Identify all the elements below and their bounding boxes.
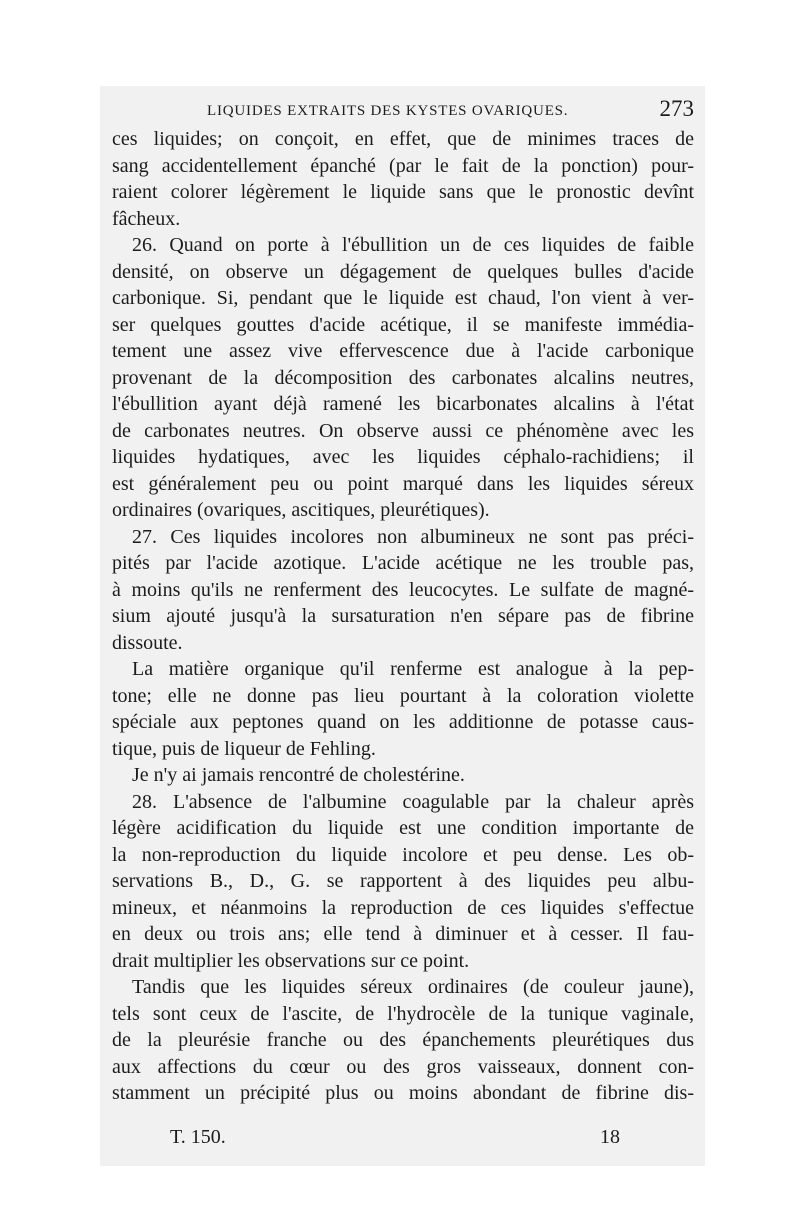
text-line: La matière organique qu'il renferme est analogue à la pep-: [132, 658, 694, 680]
page-footer: [112, 1126, 694, 1156]
page-number: 273: [659, 96, 694, 121]
text-line: Tandis que les liquides séreux ordinaires (de couleur jaune),: [132, 976, 694, 998]
text-line: mineux, et néanmoins la reproduction de ces liquides s'effectue: [112, 896, 694, 919]
text-line: de la pleurésie franche ou des épanchements pleurétiques dus: [112, 1029, 694, 1051]
text-line: est généralement peu ou point marqué dans les liquides séreux: [112, 472, 694, 495]
text-line: provenant de la décomposition des carbonates alcalins neutres,: [112, 366, 694, 389]
text-line: servations B., D., G. se rapportent à des liquides peu albu-: [112, 870, 694, 892]
body-text: [112, 126, 694, 1107]
text-line: la non-reproduction du liquide incolore et peu dense. Les ob-: [112, 843, 694, 866]
text-line: sang accidentellement épanché (par le fait de la ponction) pour-: [112, 154, 694, 177]
text-line: fâcheux.: [112, 207, 181, 230]
text-line: carbonique. Si, pendant que le liquide est chaud, l'on vient à ver-: [112, 287, 694, 309]
text-line: à moins qu'ils ne renferment des leucocytes. Le sulfate de magné-: [112, 578, 694, 601]
signature-mark: T. 150.: [170, 1126, 226, 1148]
text-line: de carbonates neutres. On observe aussi ce phénomène avec les: [112, 419, 694, 442]
text-line: 28. L'absence de l'albumine coagulable par la chaleur après: [132, 790, 694, 813]
running-title: LIQUIDES EXTRAITS DES KYSTES OVARIQUES.: [207, 103, 569, 119]
text-line: tement une assez vive effervescence due à l'acide carbonique: [112, 340, 694, 362]
text-line: ordinaires (ovariques, ascitiques, pleurétiques).: [112, 499, 490, 521]
text-line: sium ajouté jusqu'à la sursaturation n'en sépare pas de fibrine: [112, 605, 694, 627]
page-header: [112, 96, 700, 128]
text-line: tels sont ceux de l'ascite, de l'hydrocèle de la tunique vaginale,: [112, 1002, 694, 1025]
text-line: l'ébullition ayant déjà ramené les bicarbonates alcalins à l'état: [112, 393, 694, 415]
text-line: drait multiplier les observations sur ce point.: [112, 949, 470, 972]
text-line: tone; elle ne donne pas lieu pourtant à la coloration violette: [112, 684, 694, 707]
text-line: ser quelques gouttes d'acide acétique, il se manifeste immédia-: [112, 313, 694, 336]
text-line: densité, on observe un dégagement de quelques bulles d'acide: [112, 260, 694, 283]
text-line: aux affections du cœur ou des gros vaisseaux, donnent con-: [112, 1055, 694, 1078]
text-line: 26. Quand on porte à l'ébullition un de ces liquides de faible: [132, 234, 694, 256]
text-line: 27. Ces liquides incolores non albumineux ne sont pas préci-: [132, 525, 694, 548]
text-line: dissoute.: [112, 631, 183, 654]
text-line: en deux ou trois ans; elle tend à diminuer et à cesser. Il fau-: [112, 923, 694, 945]
sheet-number: 18: [600, 1126, 620, 1148]
text-line: liquides hydatiques, avec les liquides céphalo-rachidiens; il: [112, 446, 694, 468]
text-line: légère acidification du liquide est une condition importante de: [112, 817, 694, 839]
text-line: Je n'y ai jamais rencontré de cholestérine.: [132, 764, 465, 786]
text-line: stamment un précipité plus ou moins abondant de fibrine dis-: [112, 1082, 694, 1104]
text-line: ces liquides; on conçoit, en effet, que de minimes traces de: [112, 128, 694, 150]
text-line: tique, puis de liqueur de Fehling.: [112, 737, 376, 760]
text-line: spéciale aux peptones quand on les additionne de potasse caus-: [112, 711, 694, 733]
text-line: raient colorer légèrement le liquide sans que le pronostic devînt: [112, 181, 694, 203]
text-line: pités par l'acide azotique. L'acide acétique ne les trouble pas,: [112, 552, 694, 574]
